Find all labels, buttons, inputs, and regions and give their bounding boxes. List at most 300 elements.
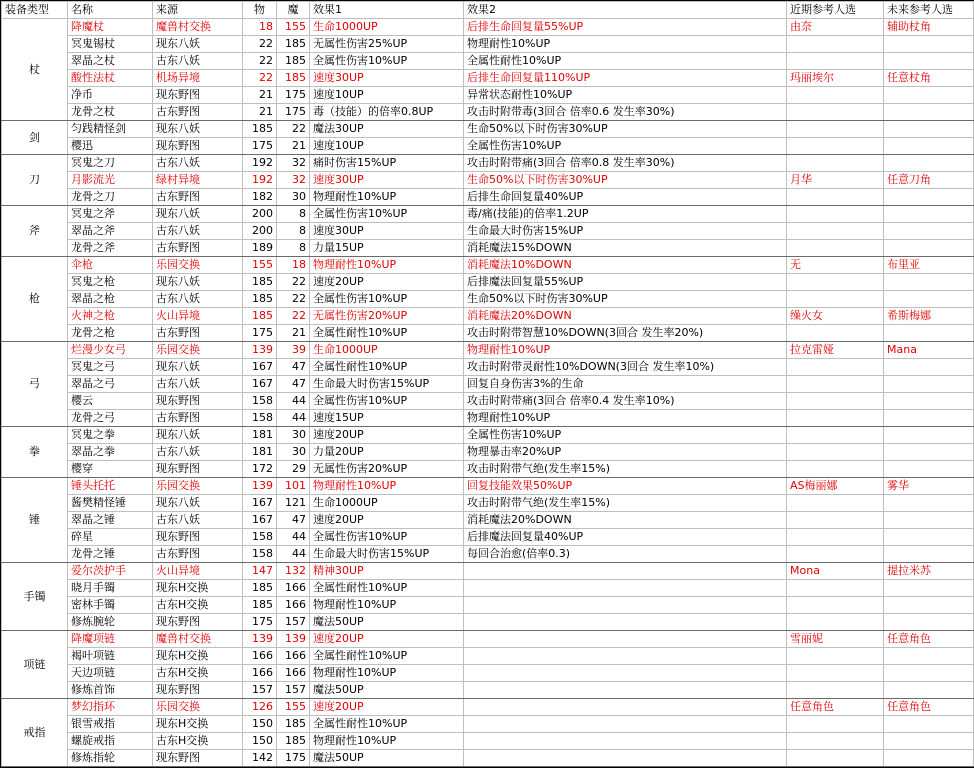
effect1-cell[interactable]: 速度30UP — [310, 70, 464, 87]
source-cell[interactable]: 古东八妖 — [153, 512, 243, 529]
source-cell[interactable]: 现东八妖 — [153, 495, 243, 512]
effect2-cell[interactable] — [464, 597, 787, 614]
future-pick-cell[interactable] — [884, 206, 974, 223]
effect2-cell[interactable]: 生命50%以下时伤害30%UP — [464, 172, 787, 189]
effect2-cell[interactable] — [464, 716, 787, 733]
header-cell[interactable]: 来源 — [153, 2, 243, 19]
phys-cell[interactable]: 185 — [243, 597, 277, 614]
name-cell[interactable]: 螺旋戒指 — [68, 733, 153, 750]
effect2-cell[interactable]: 后排魔法回复量55%UP — [464, 274, 787, 291]
recent-pick-cell[interactable] — [787, 614, 884, 631]
effect2-cell[interactable]: 消耗魔法20%DOWN — [464, 512, 787, 529]
source-cell[interactable]: 古东八妖 — [153, 376, 243, 393]
source-cell[interactable]: 现东八妖 — [153, 427, 243, 444]
effect2-cell[interactable]: 攻击时附带痛(3回合 倍率0.8 发生率30%) — [464, 155, 787, 172]
category-cell[interactable]: 戒指 — [2, 699, 68, 767]
effect1-cell[interactable]: 全属性耐性10%UP — [310, 359, 464, 376]
recent-pick-cell[interactable] — [787, 36, 884, 53]
source-cell[interactable]: 现东野图 — [153, 87, 243, 104]
name-cell[interactable]: 冥鬼之弓 — [68, 359, 153, 376]
recent-pick-cell[interactable]: 拉克雷娅 — [787, 342, 884, 359]
effect2-cell[interactable]: 攻击时附带气绝(发生率15%) — [464, 461, 787, 478]
phys-cell[interactable]: 185 — [243, 121, 277, 138]
recent-pick-cell[interactable] — [787, 648, 884, 665]
source-cell[interactable]: 乐园交换 — [153, 342, 243, 359]
future-pick-cell[interactable]: 雾华 — [884, 478, 974, 495]
recent-pick-cell[interactable] — [787, 223, 884, 240]
name-cell[interactable]: 降魔杖 — [68, 19, 153, 36]
name-cell[interactable]: 烂漫少女弓 — [68, 342, 153, 359]
recent-pick-cell[interactable] — [787, 427, 884, 444]
source-cell[interactable]: 现东八妖 — [153, 36, 243, 53]
future-pick-cell[interactable] — [884, 665, 974, 682]
effect1-cell[interactable]: 全属性伤害10%UP — [310, 291, 464, 308]
future-pick-cell[interactable]: 希斯梅娜 — [884, 308, 974, 325]
future-pick-cell[interactable] — [884, 410, 974, 427]
recent-pick-cell[interactable] — [787, 274, 884, 291]
name-cell[interactable]: 樱穿 — [68, 461, 153, 478]
source-cell[interactable]: 现东野图 — [153, 614, 243, 631]
mag-cell[interactable]: 44 — [277, 529, 310, 546]
category-cell[interactable]: 剑 — [2, 121, 68, 155]
phys-cell[interactable]: 175 — [243, 138, 277, 155]
effect1-cell[interactable]: 全属性耐性10%UP — [310, 648, 464, 665]
effect2-cell[interactable]: 后排生命回复量110%UP — [464, 70, 787, 87]
recent-pick-cell[interactable] — [787, 155, 884, 172]
mag-cell[interactable]: 22 — [277, 291, 310, 308]
recent-pick-cell[interactable] — [787, 716, 884, 733]
category-cell[interactable]: 杖 — [2, 19, 68, 121]
category-cell[interactable]: 弓 — [2, 342, 68, 427]
mag-cell[interactable]: 155 — [277, 699, 310, 716]
phys-cell[interactable]: 185 — [243, 308, 277, 325]
effect2-cell[interactable]: 物理耐性10%UP — [464, 342, 787, 359]
mag-cell[interactable]: 8 — [277, 206, 310, 223]
mag-cell[interactable]: 44 — [277, 546, 310, 563]
effect1-cell[interactable]: 物理耐性10%UP — [310, 597, 464, 614]
future-pick-cell[interactable] — [884, 529, 974, 546]
phys-cell[interactable]: 192 — [243, 155, 277, 172]
effect2-cell[interactable]: 生命50%以下时伤害30%UP — [464, 121, 787, 138]
mag-cell[interactable]: 18 — [277, 257, 310, 274]
source-cell[interactable]: 乐园交换 — [153, 699, 243, 716]
effect2-cell[interactable]: 攻击时附带灵耐性10%DOWN(3回合 发生率10%) — [464, 359, 787, 376]
effect2-cell[interactable] — [464, 699, 787, 716]
effect1-cell[interactable]: 物理耐性10%UP — [310, 189, 464, 206]
name-cell[interactable]: 龙骨之枪 — [68, 325, 153, 342]
future-pick-cell[interactable]: 任意角色 — [884, 631, 974, 648]
name-cell[interactable]: 降魔项链 — [68, 631, 153, 648]
source-cell[interactable]: 现东野图 — [153, 138, 243, 155]
mag-cell[interactable]: 166 — [277, 665, 310, 682]
name-cell[interactable]: 伞枪 — [68, 257, 153, 274]
phys-cell[interactable]: 182 — [243, 189, 277, 206]
effect1-cell[interactable]: 物理耐性10%UP — [310, 257, 464, 274]
phys-cell[interactable]: 200 — [243, 206, 277, 223]
recent-pick-cell[interactable]: 由奈 — [787, 19, 884, 36]
effect1-cell[interactable]: 魔法50UP — [310, 614, 464, 631]
future-pick-cell[interactable] — [884, 359, 974, 376]
recent-pick-cell[interactable]: 缲火女 — [787, 308, 884, 325]
effect1-cell[interactable]: 速度30UP — [310, 223, 464, 240]
effect1-cell[interactable]: 魔法30UP — [310, 121, 464, 138]
name-cell[interactable]: 匀践精怪剑 — [68, 121, 153, 138]
effect1-cell[interactable]: 生命最大时伤害15%UP — [310, 546, 464, 563]
category-cell[interactable]: 项链 — [2, 631, 68, 699]
source-cell[interactable]: 古东野图 — [153, 189, 243, 206]
future-pick-cell[interactable] — [884, 682, 974, 699]
future-pick-cell[interactable] — [884, 393, 974, 410]
effect1-cell[interactable]: 痛时伤害15%UP — [310, 155, 464, 172]
effect1-cell[interactable]: 无属性伤害20%UP — [310, 308, 464, 325]
source-cell[interactable]: 绿村异境 — [153, 172, 243, 189]
recent-pick-cell[interactable] — [787, 410, 884, 427]
name-cell[interactable]: 爱尔茨护手 — [68, 563, 153, 580]
effect1-cell[interactable]: 无属性伤害20%UP — [310, 461, 464, 478]
future-pick-cell[interactable] — [884, 546, 974, 563]
future-pick-cell[interactable] — [884, 274, 974, 291]
effect1-cell[interactable]: 速度10UP — [310, 138, 464, 155]
source-cell[interactable]: 古东野图 — [153, 104, 243, 121]
name-cell[interactable]: 龙骨之刀 — [68, 189, 153, 206]
effect2-cell[interactable]: 消耗魔法20%DOWN — [464, 308, 787, 325]
effect1-cell[interactable]: 物理耐性10%UP — [310, 478, 464, 495]
mag-cell[interactable]: 22 — [277, 274, 310, 291]
future-pick-cell[interactable] — [884, 240, 974, 257]
future-pick-cell[interactable] — [884, 716, 974, 733]
header-cell[interactable]: 名称 — [68, 2, 153, 19]
source-cell[interactable]: 现东H交换 — [153, 648, 243, 665]
future-pick-cell[interactable] — [884, 495, 974, 512]
name-cell[interactable]: 冥鬼之刀 — [68, 155, 153, 172]
mag-cell[interactable]: 155 — [277, 19, 310, 36]
name-cell[interactable]: 火神之枪 — [68, 308, 153, 325]
effect1-cell[interactable]: 生命1000UP — [310, 19, 464, 36]
effect2-cell[interactable] — [464, 750, 787, 767]
effect1-cell[interactable]: 全属性伤害10%UP — [310, 529, 464, 546]
future-pick-cell[interactable] — [884, 291, 974, 308]
future-pick-cell[interactable]: Mana — [884, 342, 974, 359]
effect2-cell[interactable] — [464, 648, 787, 665]
future-pick-cell[interactable] — [884, 87, 974, 104]
future-pick-cell[interactable] — [884, 427, 974, 444]
source-cell[interactable]: 古东八妖 — [153, 53, 243, 70]
recent-pick-cell[interactable] — [787, 376, 884, 393]
source-cell[interactable]: 现东野图 — [153, 461, 243, 478]
future-pick-cell[interactable] — [884, 733, 974, 750]
future-pick-cell[interactable] — [884, 155, 974, 172]
phys-cell[interactable]: 22 — [243, 36, 277, 53]
future-pick-cell[interactable]: 布里亚 — [884, 257, 974, 274]
header-cell[interactable]: 物 — [243, 2, 277, 19]
category-cell[interactable]: 手镯 — [2, 563, 68, 631]
recent-pick-cell[interactable] — [787, 512, 884, 529]
name-cell[interactable]: 翠晶之拳 — [68, 444, 153, 461]
phys-cell[interactable]: 167 — [243, 376, 277, 393]
phys-cell[interactable]: 200 — [243, 223, 277, 240]
future-pick-cell[interactable] — [884, 597, 974, 614]
effect2-cell[interactable] — [464, 614, 787, 631]
name-cell[interactable]: 翠晶之枪 — [68, 291, 153, 308]
recent-pick-cell[interactable] — [787, 750, 884, 767]
name-cell[interactable]: 锤头托托 — [68, 478, 153, 495]
effect2-cell[interactable]: 物理耐性10%UP — [464, 36, 787, 53]
future-pick-cell[interactable] — [884, 138, 974, 155]
recent-pick-cell[interactable] — [787, 53, 884, 70]
phys-cell[interactable]: 189 — [243, 240, 277, 257]
header-cell[interactable]: 魔 — [277, 2, 310, 19]
source-cell[interactable]: 现东八妖 — [153, 359, 243, 376]
source-cell[interactable]: 现东八妖 — [153, 121, 243, 138]
name-cell[interactable]: 龙骨之杖 — [68, 104, 153, 121]
effect1-cell[interactable]: 全属性伤害10%UP — [310, 206, 464, 223]
source-cell[interactable]: 现东野图 — [153, 393, 243, 410]
effect1-cell[interactable]: 生命最大时伤害15%UP — [310, 376, 464, 393]
effect1-cell[interactable]: 魔法50UP — [310, 682, 464, 699]
source-cell[interactable]: 现东野图 — [153, 750, 243, 767]
effect2-cell[interactable] — [464, 682, 787, 699]
mag-cell[interactable]: 185 — [277, 53, 310, 70]
phys-cell[interactable]: 150 — [243, 716, 277, 733]
category-cell[interactable]: 拳 — [2, 427, 68, 478]
phys-cell[interactable]: 185 — [243, 291, 277, 308]
future-pick-cell[interactable]: 任意刀角 — [884, 172, 974, 189]
category-cell[interactable]: 枪 — [2, 257, 68, 342]
header-cell[interactable]: 未来参考人选 — [884, 2, 974, 19]
mag-cell[interactable]: 44 — [277, 410, 310, 427]
name-cell[interactable]: 樱迅 — [68, 138, 153, 155]
effect1-cell[interactable]: 全属性耐性10%UP — [310, 580, 464, 597]
future-pick-cell[interactable]: 辅助杖角 — [884, 19, 974, 36]
effect1-cell[interactable]: 物理耐性10%UP — [310, 733, 464, 750]
effect2-cell[interactable] — [464, 665, 787, 682]
name-cell[interactable]: 樱云 — [68, 393, 153, 410]
name-cell[interactable]: 酱樊精怪锤 — [68, 495, 153, 512]
source-cell[interactable]: 古东八妖 — [153, 444, 243, 461]
mag-cell[interactable]: 22 — [277, 308, 310, 325]
source-cell[interactable]: 火山异境 — [153, 308, 243, 325]
recent-pick-cell[interactable] — [787, 240, 884, 257]
name-cell[interactable]: 龙骨之锤 — [68, 546, 153, 563]
category-cell[interactable]: 锤 — [2, 478, 68, 563]
recent-pick-cell[interactable] — [787, 104, 884, 121]
effect1-cell[interactable]: 力量20UP — [310, 444, 464, 461]
mag-cell[interactable]: 21 — [277, 325, 310, 342]
source-cell[interactable]: 现东八妖 — [153, 274, 243, 291]
effect2-cell[interactable]: 回复自身伤害3%的生命 — [464, 376, 787, 393]
effect2-cell[interactable]: 攻击时附带痛(3回合 倍率0.4 发生率10%) — [464, 393, 787, 410]
phys-cell[interactable]: 139 — [243, 478, 277, 495]
recent-pick-cell[interactable] — [787, 87, 884, 104]
effect2-cell[interactable]: 回复技能效果50%UP — [464, 478, 787, 495]
effect1-cell[interactable]: 速度30UP — [310, 172, 464, 189]
recent-pick-cell[interactable] — [787, 733, 884, 750]
future-pick-cell[interactable] — [884, 750, 974, 767]
effect1-cell[interactable]: 毒（技能）的倍率0.8UP — [310, 104, 464, 121]
effect2-cell[interactable]: 攻击时附带气绝(发生率15%) — [464, 495, 787, 512]
recent-pick-cell[interactable] — [787, 291, 884, 308]
future-pick-cell[interactable] — [884, 614, 974, 631]
future-pick-cell[interactable]: 任意角色 — [884, 699, 974, 716]
mag-cell[interactable]: 21 — [277, 138, 310, 155]
recent-pick-cell[interactable] — [787, 495, 884, 512]
name-cell[interactable]: 翠晶之弓 — [68, 376, 153, 393]
phys-cell[interactable]: 142 — [243, 750, 277, 767]
name-cell[interactable]: 天边项链 — [68, 665, 153, 682]
name-cell[interactable]: 龙骨之弓 — [68, 410, 153, 427]
phys-cell[interactable]: 22 — [243, 70, 277, 87]
source-cell[interactable]: 机场异境 — [153, 70, 243, 87]
effect2-cell[interactable]: 每回合治愈(倍率0.3) — [464, 546, 787, 563]
source-cell[interactable]: 古东野图 — [153, 240, 243, 257]
phys-cell[interactable]: 139 — [243, 342, 277, 359]
phys-cell[interactable]: 22 — [243, 53, 277, 70]
phys-cell[interactable]: 21 — [243, 87, 277, 104]
effect2-cell[interactable]: 消耗魔法15%DOWN — [464, 240, 787, 257]
source-cell[interactable]: 古东H交换 — [153, 733, 243, 750]
effect1-cell[interactable]: 精神30UP — [310, 563, 464, 580]
phys-cell[interactable]: 175 — [243, 325, 277, 342]
name-cell[interactable]: 酸性法杖 — [68, 70, 153, 87]
phys-cell[interactable]: 167 — [243, 512, 277, 529]
future-pick-cell[interactable] — [884, 121, 974, 138]
recent-pick-cell[interactable] — [787, 682, 884, 699]
phys-cell[interactable]: 155 — [243, 257, 277, 274]
name-cell[interactable]: 翠晶之斧 — [68, 223, 153, 240]
recent-pick-cell[interactable] — [787, 461, 884, 478]
effect2-cell[interactable]: 攻击时附带智慧10%DOWN(3回合 发生率20%) — [464, 325, 787, 342]
effect1-cell[interactable]: 生命1000UP — [310, 342, 464, 359]
recent-pick-cell[interactable] — [787, 206, 884, 223]
recent-pick-cell[interactable] — [787, 580, 884, 597]
mag-cell[interactable]: 47 — [277, 376, 310, 393]
source-cell[interactable]: 现东H交换 — [153, 716, 243, 733]
mag-cell[interactable]: 139 — [277, 631, 310, 648]
effect2-cell[interactable] — [464, 631, 787, 648]
mag-cell[interactable]: 47 — [277, 359, 310, 376]
effect1-cell[interactable]: 速度20UP — [310, 512, 464, 529]
mag-cell[interactable]: 32 — [277, 172, 310, 189]
name-cell[interactable]: 净币 — [68, 87, 153, 104]
source-cell[interactable]: 古东H交换 — [153, 665, 243, 682]
recent-pick-cell[interactable] — [787, 121, 884, 138]
effect2-cell[interactable]: 全属性伤害10%UP — [464, 138, 787, 155]
mag-cell[interactable]: 175 — [277, 750, 310, 767]
recent-pick-cell[interactable]: 雪丽妮 — [787, 631, 884, 648]
header-cell[interactable]: 装备类型 — [2, 2, 68, 19]
effect1-cell[interactable]: 速度20UP — [310, 631, 464, 648]
effect1-cell[interactable]: 力量15UP — [310, 240, 464, 257]
future-pick-cell[interactable] — [884, 104, 974, 121]
category-cell[interactable]: 斧 — [2, 206, 68, 257]
source-cell[interactable]: 现东野图 — [153, 529, 243, 546]
effect1-cell[interactable]: 速度20UP — [310, 274, 464, 291]
recent-pick-cell[interactable]: 任意角色 — [787, 699, 884, 716]
mag-cell[interactable]: 29 — [277, 461, 310, 478]
mag-cell[interactable]: 185 — [277, 70, 310, 87]
source-cell[interactable]: 魔兽村交换 — [153, 631, 243, 648]
effect1-cell[interactable]: 速度20UP — [310, 699, 464, 716]
mag-cell[interactable]: 166 — [277, 580, 310, 597]
source-cell[interactable]: 古东野图 — [153, 410, 243, 427]
name-cell[interactable]: 碎星 — [68, 529, 153, 546]
future-pick-cell[interactable] — [884, 648, 974, 665]
effect2-cell[interactable]: 异常状态耐性10%UP — [464, 87, 787, 104]
effect1-cell[interactable]: 全属性耐性10%UP — [310, 716, 464, 733]
mag-cell[interactable]: 8 — [277, 240, 310, 257]
phys-cell[interactable]: 167 — [243, 359, 277, 376]
header-cell[interactable]: 效果2 — [464, 2, 787, 19]
source-cell[interactable]: 魔兽村交换 — [153, 19, 243, 36]
effect2-cell[interactable]: 后排生命回复量55%UP — [464, 19, 787, 36]
name-cell[interactable]: 修炼指轮 — [68, 750, 153, 767]
source-cell[interactable]: 现东H交换 — [153, 580, 243, 597]
source-cell[interactable]: 古东野图 — [153, 546, 243, 563]
mag-cell[interactable]: 101 — [277, 478, 310, 495]
phys-cell[interactable]: 192 — [243, 172, 277, 189]
recent-pick-cell[interactable] — [787, 393, 884, 410]
mag-cell[interactable]: 185 — [277, 733, 310, 750]
effect2-cell[interactable]: 消耗魔法10%DOWN — [464, 257, 787, 274]
phys-cell[interactable]: 166 — [243, 665, 277, 682]
effect2-cell[interactable]: 物理耐性10%UP — [464, 410, 787, 427]
recent-pick-cell[interactable] — [787, 138, 884, 155]
recent-pick-cell[interactable] — [787, 359, 884, 376]
recent-pick-cell[interactable] — [787, 546, 884, 563]
name-cell[interactable]: 银雪戒指 — [68, 716, 153, 733]
source-cell[interactable]: 现东野图 — [153, 682, 243, 699]
mag-cell[interactable]: 166 — [277, 648, 310, 665]
name-cell[interactable]: 密林手镯 — [68, 597, 153, 614]
effect1-cell[interactable]: 无属性伤害25%UP — [310, 36, 464, 53]
name-cell[interactable]: 翠晶之杖 — [68, 53, 153, 70]
effect2-cell[interactable]: 毒/痛(技能)的倍率1.2UP — [464, 206, 787, 223]
phys-cell[interactable]: 126 — [243, 699, 277, 716]
mag-cell[interactable]: 8 — [277, 223, 310, 240]
recent-pick-cell[interactable] — [787, 325, 884, 342]
future-pick-cell[interactable] — [884, 461, 974, 478]
mag-cell[interactable]: 44 — [277, 393, 310, 410]
source-cell[interactable]: 古东八妖 — [153, 155, 243, 172]
phys-cell[interactable]: 166 — [243, 648, 277, 665]
recent-pick-cell[interactable] — [787, 189, 884, 206]
source-cell[interactable]: 古东H交换 — [153, 597, 243, 614]
source-cell[interactable]: 乐园交换 — [153, 478, 243, 495]
phys-cell[interactable]: 21 — [243, 104, 277, 121]
future-pick-cell[interactable] — [884, 325, 974, 342]
phys-cell[interactable]: 157 — [243, 682, 277, 699]
mag-cell[interactable]: 30 — [277, 444, 310, 461]
effect1-cell[interactable]: 速度10UP — [310, 87, 464, 104]
effect2-cell[interactable] — [464, 580, 787, 597]
source-cell[interactable]: 现东八妖 — [153, 206, 243, 223]
future-pick-cell[interactable] — [884, 53, 974, 70]
recent-pick-cell[interactable]: Mona — [787, 563, 884, 580]
future-pick-cell[interactable] — [884, 444, 974, 461]
phys-cell[interactable]: 158 — [243, 546, 277, 563]
effect2-cell[interactable] — [464, 733, 787, 750]
name-cell[interactable]: 冥鬼之斧 — [68, 206, 153, 223]
mag-cell[interactable]: 175 — [277, 104, 310, 121]
source-cell[interactable]: 古东八妖 — [153, 291, 243, 308]
effect2-cell[interactable] — [464, 563, 787, 580]
phys-cell[interactable]: 181 — [243, 427, 277, 444]
mag-cell[interactable]: 121 — [277, 495, 310, 512]
recent-pick-cell[interactable] — [787, 529, 884, 546]
mag-cell[interactable]: 166 — [277, 597, 310, 614]
name-cell[interactable]: 修炼腕轮 — [68, 614, 153, 631]
mag-cell[interactable]: 22 — [277, 121, 310, 138]
